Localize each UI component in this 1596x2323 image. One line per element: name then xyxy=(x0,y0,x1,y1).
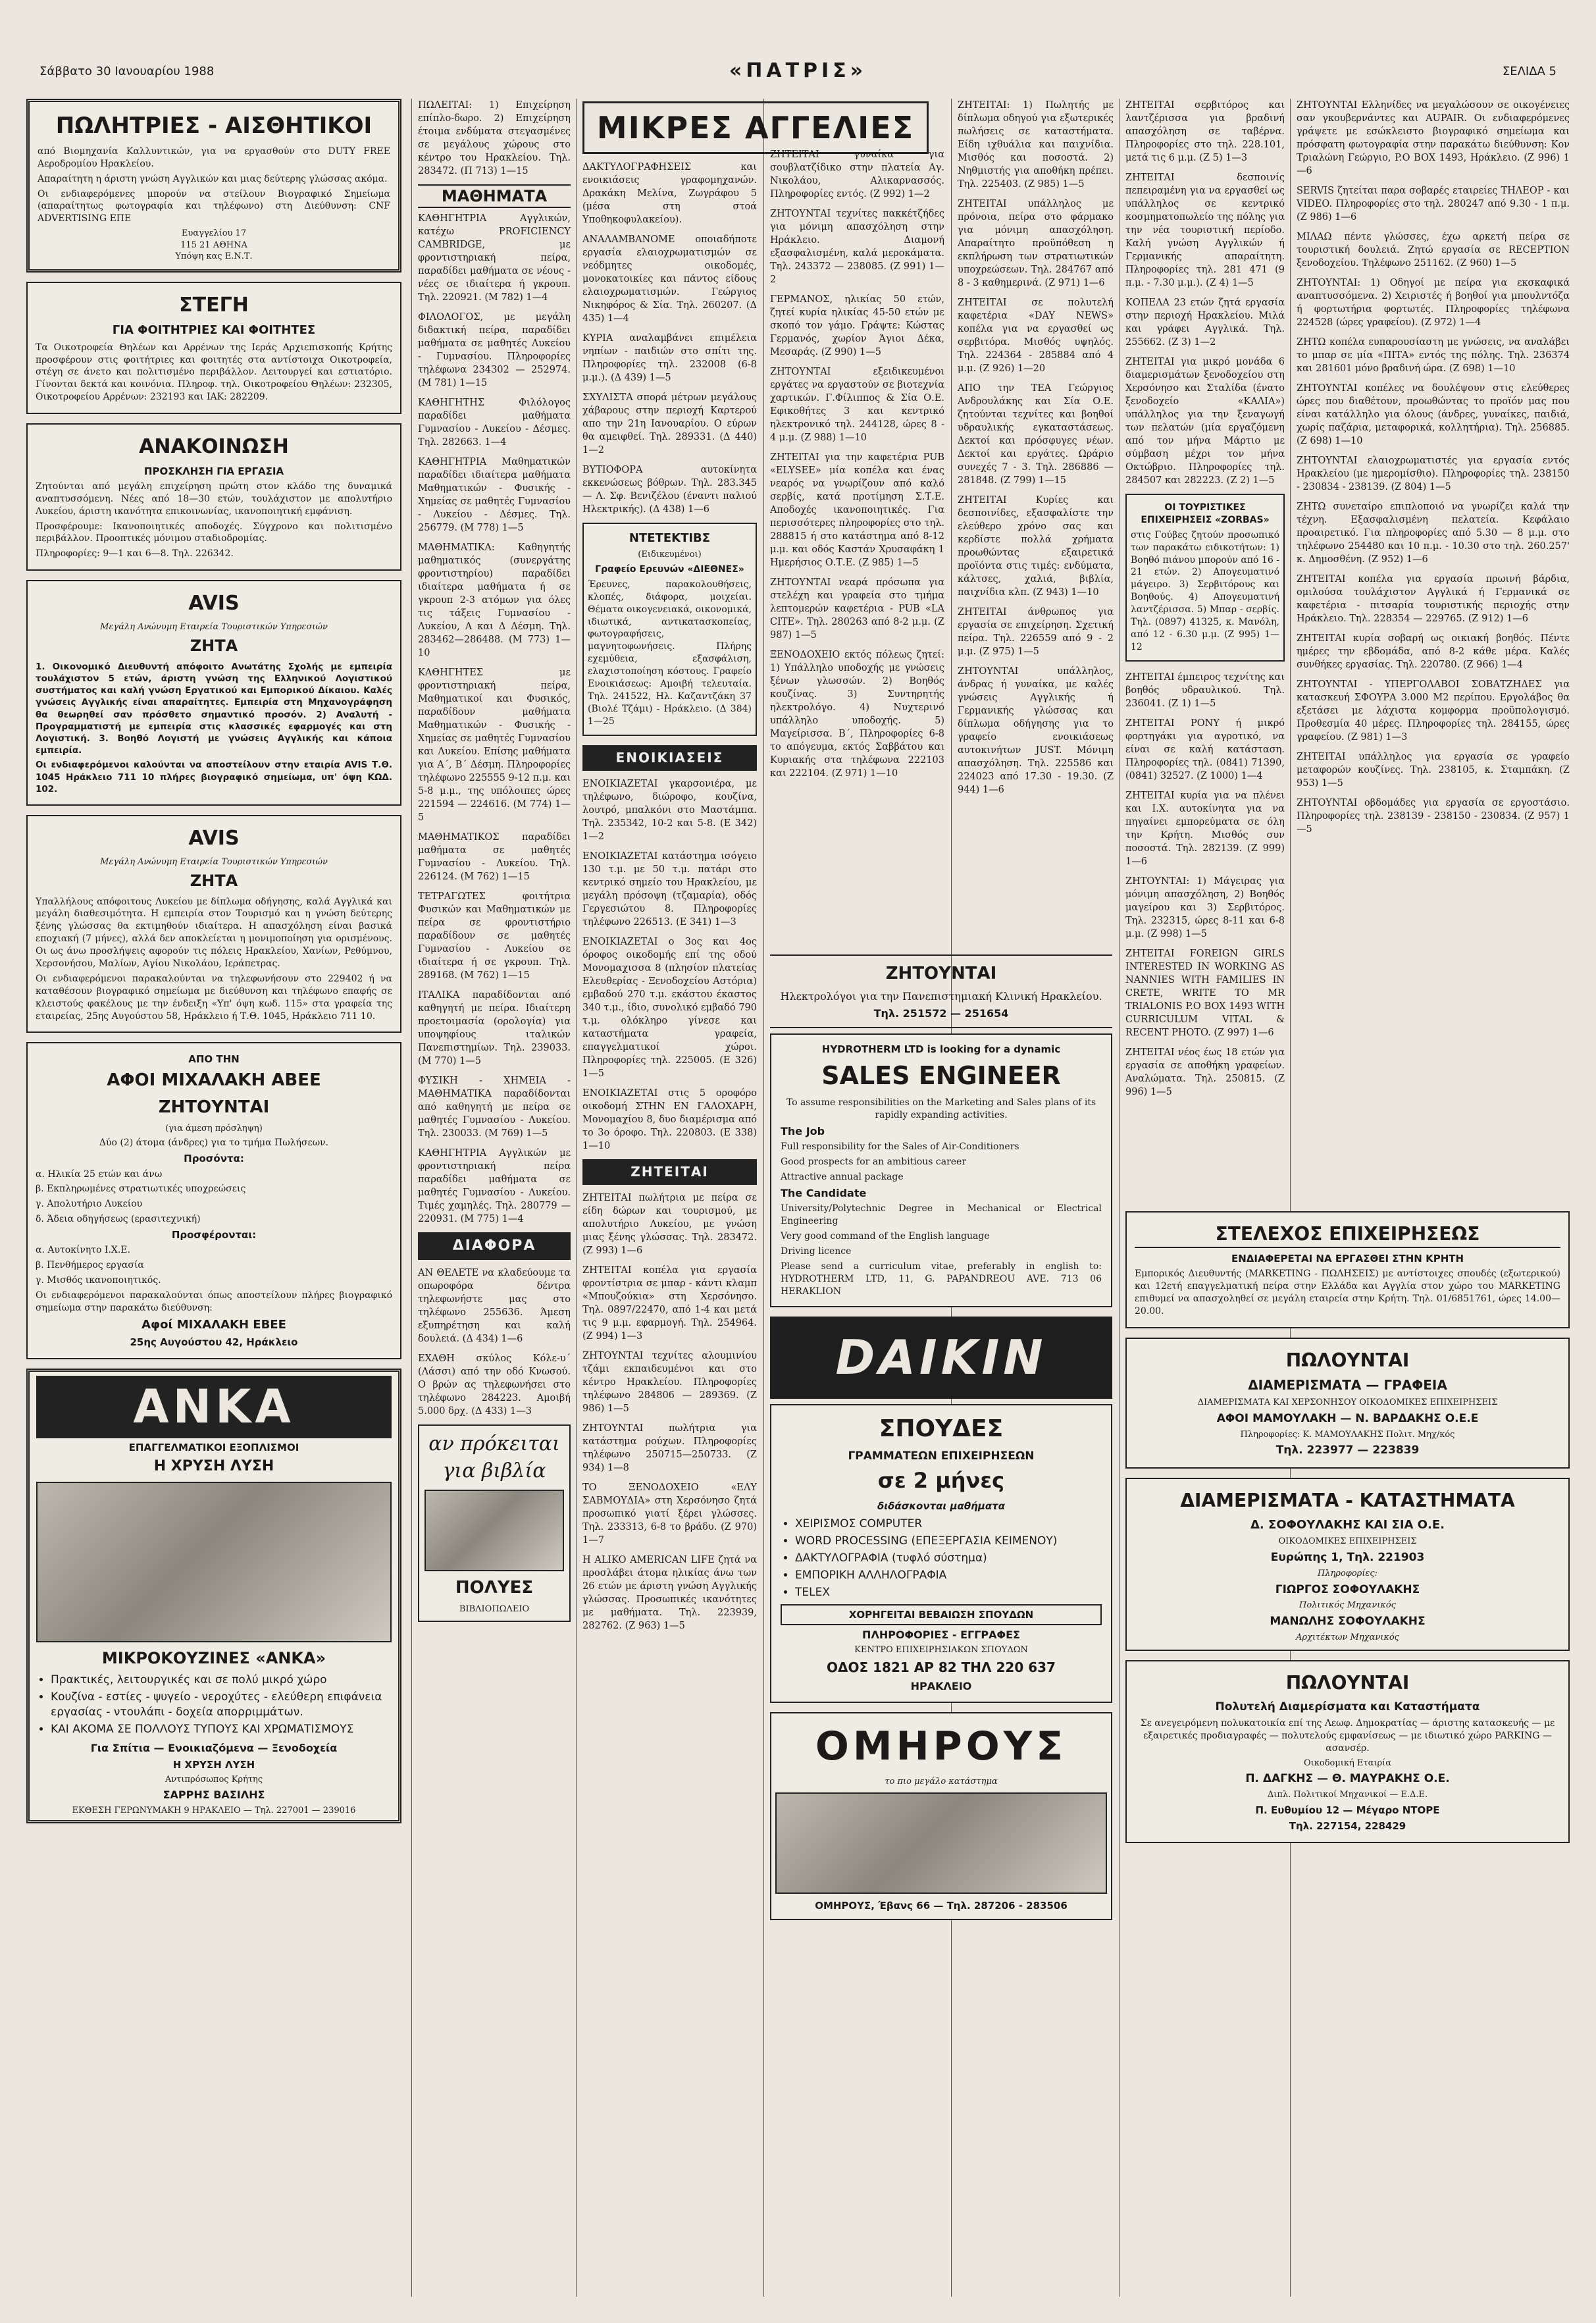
classified-ad: ΑΝΑΛΑΜΒΑΝΟΜΕ οποιαδήποτε εργασία ελαιοχρωματισμών σε νεόδμητες οικοδομές, μονοκατοικίες και πάντος είδους ελαιοχρωματισμών. Γεώργιος Νικηφόρος & Σία. Τηλ. 260207. (Δ 435) 1—4 xyxy=(582,234,757,325)
ad-line: ΒΙΒΛΙΟΠΩΛΕΙΟ xyxy=(459,1604,530,1615)
ad-line: Αντιπρόσωπος Κρήτης xyxy=(165,1774,263,1785)
classified-ad: ΖΗΤΟΥΝΤΑΙ Ελληνίδες να μεγαλώσουν σε οικογένειες σαν γκουβερνάντες και AUPAIR. Οι ενδιαφερόμενες γράψετε με εσώκλειστο βιογραφικό σημείωμα και πρόσφατη φωτογραφία στην παρακάτω διεύθυνση: Κον Τριαλώνη Γεώργιο, P.O BOX 1493, Ηράκλειο. (Ζ 996) 1—6 xyxy=(1297,100,1570,176)
daikin-logo: DAIKIN xyxy=(770,1317,1112,1399)
ad-avis-2 xyxy=(26,815,401,1033)
right-ad-block xyxy=(1125,1211,1570,2297)
classified-ad: ΖΗΤΩ συνεταίρο επιπλοποιό να γνωρίζει καλά την τέχνη. Εξασφαλισμένη πελατεία. Κεφάλαιο προαιρετικό. Για πληροφορίες από 5.30 — 8 μ.μ. στο τηλέφωνο 254480 και 10 π.μ. - 10.30 στο τηλ. 260.257' κ. Δημοσθένη. (Ζ 952) 1—6 xyxy=(1297,502,1570,565)
column-1 xyxy=(26,99,401,2297)
classified-ad: ΓΕΡΜΑΝΟΣ, ηλικίας 50 ετών, ζητεί κυρία ηλικίας 45-50 ετών με σκοπό τον γάμο. Γράψτε: Κώστας Γερμανός, χωρίον Άγιοι Δέκα, Μεσαράς. (Ζ 990) 1—5 xyxy=(770,294,944,357)
classified-ad: ΖΗΤΕΙΤΑΙ υπάλληλος με πρόνοια, πείρα στο φάρμακο για μόνιμη απασχόληση. Απαραίτητο προϋπόθεση η εκπλήρωση των στρατιωτικών υποχρεώσεων. Τηλ. 284767 από 8 - 3 καθημερινά. (Ζ 971) 1—6 xyxy=(958,199,1114,288)
classified-ad: ΙΤΑΛΙΚΑ παραδίδονται από καθηγητή με πείρα. Ιδιαίτερη προετοιμασία (ορολογία) για υποψηφίους ιταλικών Πανεπιστημίων. Τηλ. 239033. (Μ 770) 1—5 xyxy=(418,990,571,1067)
classified-ad: H ALIKO AMERICAN LIFE ζητά να προσλάβει άτομα ηλικίας άνω των 26 ετών με άριστη γνώση Αγγλικής γλώσσας. Προσωπικές ικανότητες με μαθήματα. Τηλ. 223939, 282762. (Ζ 963) 1—5 xyxy=(582,1554,757,1631)
classified-ad: ΖΗΤΕΙΤΑΙ ΡΟΝΥ ή μικρό φορτηγάκι για αγροτικό, να είναι σε καλή κατάσταση. Πληροφορίες τηλ. (0841) 71390, (0841) 32527. (Ζ 1000) 1—4 xyxy=(1125,718,1285,781)
classified-ad: ΖΗΤΕΙΤΑΙ έμπειρος τεχνίτης και βοηθός υδραυλικού. Τηλ. 236041. (Ζ 1) 1—5 xyxy=(1125,671,1285,709)
ad-saleswomen xyxy=(26,99,401,273)
list-item: γ. Απολυτήριο Λυκείου xyxy=(36,1199,143,1210)
ad-heading: ΖΗΤΑ xyxy=(190,637,238,656)
classified-ad: ΖΗΤΟΥΝΤΑΙ ελαιοχρωματιστές για εργασία εντός Ηρακλείου (με ημερομίσθιο). Πληροφορίες τηλ. 238150 - 230834 - 238139. (Ζ 804) 1—5 xyxy=(1297,456,1570,492)
classified-ad: ΜΑΘΗΜΑΤΙΚΟΣ παραδίδει μαθήματα σε μαθητές Γυμνασίου - Λυκείου. Τηλ. 226124. (Μ 762) 1—15 xyxy=(418,832,571,883)
ad-title: ΑΝΑΚΟΙΝΩΣΗ xyxy=(139,435,289,459)
ad-apartments-shops xyxy=(1125,1478,1570,1651)
ad-anka xyxy=(26,1369,401,1823)
ad-books xyxy=(418,1424,571,1622)
classified-ad: ΔΑΚΤΥΛΟΓΡΑΦΗΣΕΙΣ και ενοικιάσεις γραφομηχανών. Δρακάκη Μελίνα, Ζωγράφου 5 (μέσα στη στοά Υποθηκοφυλακείου). xyxy=(582,162,757,226)
section-heading: ΔΙΑΦΟΡΑ xyxy=(418,1232,571,1260)
classified-ad: ΖΗΤΕΙΤΑΙ κυρία σοβαρή ως οικιακή βοηθός. Πέντε ημέρες την εβδομάδα, από 8-2 κάθε μέρα. Καλές συνθήκες εργασίας. Τηλ. 220780. (Ζ 966) 1—4 xyxy=(1297,633,1570,670)
ad-text: Σε ανεγειρόμενη πολυκατοικία επί της Λεωφ. Δημοκρατίας — άριστης κατασκευής — με εξαιρετικές προδιαγραφές — πολυτελούς εμφανίσεως — με ιδιωτικό χώρο PARKING — ασανσέρ. xyxy=(1140,1718,1555,1754)
ad-line: HYDROTHERM LTD is looking for a dynamic xyxy=(821,1043,1061,1056)
classified-ad: ΚΑΘΗΓΗΤΡΙΑ Μαθηματικών παραδίδει ιδιαίτερα μαθήματα Μαθηματικών - Φυσικής - Χημείας σε μαθητές Γυμνασίου - Λυκείου - Δέσμες. Τηλ. 256779. (Μ 778) 1—5 xyxy=(418,457,571,534)
ad-subheading: Προσόντα: xyxy=(184,1153,244,1165)
column-6 xyxy=(1125,99,1285,1204)
contact-name: ΓΙΩΡΓΟΣ ΣΟΦΟΥΛΑΚΗΣ xyxy=(1275,1582,1420,1596)
classified-ad: ΚΑΘΗΓΗΤΡΙΑ Αγγλικών με φροντιστηριακή πείρα παραδίδει μαθήματα σε μαθητές Γυμνασίου - Λυκείου. Τιμές χαμηλές. Τηλ. 280779 — 220931. (Μ 775) 1—4 xyxy=(418,1148,571,1225)
classified-ad: ΚΑΘΗΓΗΤΡΙΑ Αγγλικών, κατέχω PROFICIENCY CAMBRIDGE, με φροντιστηριακή πείρα, παραδίδει μαθήματα σε νέους - νέες σε ιδιαίτερα ή γκρουπ. Τηλ. 220921. (Μ 782) 1—4 xyxy=(418,213,571,303)
ad-address: ΟΔΟΣ 1821 ΑΡ 82 ΤΗΛ 220 637 xyxy=(827,1659,1056,1675)
section-heading: ΕΝΟΙΚΙΑΣΕΙΣ xyxy=(582,745,757,771)
ad-text: Τα Οικοτροφεία Θηλέων και Αρρένων της Ιεράς Αρχιεπισκοπής Κρήτης προσφέρουν στις φοιτήτριες και φοιτητές στα αντίστοιχα Οικοτροφεία, στέγη σε άνετο και πολιτισμένο περιβάλλον. Λειτουργεί και εστιατόριο. Γίνονται δεκτά και κοινόνια. Πληροφ. τηλ. Οικοτροφείου Θηλέων: 232305, Οικοτροφείου Αρρένων: 232193 και ΙΑΚ: 282209. xyxy=(36,342,392,403)
ad-subtitle: ΓΙΑ ΦΟΙΤΗΤΡΙΕΣ ΚΑΙ ΦΟΙΤΗΤΕΣ xyxy=(112,323,316,338)
ad-address: ΟΜΗΡΟΥΣ, Έβανς 66 — Τηλ. 287206 - 283506 xyxy=(815,1900,1068,1912)
list-item: δ. Άδεια οδηγήσεως (ερασιτεχνική) xyxy=(36,1214,201,1225)
list-item: α. Ηλικία 25 ετών και άνω xyxy=(36,1168,163,1180)
ad-text: Οι ενδιαφερόμενοι παρακαλούνται όπως αποστείλουν πλήρες βιογραφικό σημείωμα στην παρακάτω διεύθυνση: xyxy=(36,1290,392,1313)
list-item: Good prospects for an ambitious career xyxy=(781,1157,967,1168)
ad-title: ΣΤΕΛΕΧΟΣ ΕΠΙΧΕΙΡΗΣΕΩΣ xyxy=(1135,1222,1560,1248)
ad-text: Απαραίτητη η άριστη γνώση Αγγλικών και μιας δεύτερης γλώσσας ακόμα. xyxy=(38,173,388,184)
classified-ad: ΖΗΤΕΙΤΑΙ κοπέλα για εργασία πρωινή βάρδια, ομιλούσα τουλάχιστον Αγγλικά ή Γερμανικά σε καφετέρια - πιτσαρία τουριστικής περιοχής στην Ηράκλειο. Τηλ. 228354 — 229765. (Ζ 912) 1—6 xyxy=(1297,574,1570,624)
classified-ad: ΖΗΤΩ κοπέλα ευπαρουσίαστη με γνώσεις, να αναλάβει το μπαρ σε μία «ΠΙΤΑ» εντός της πόλης. Τηλ. 236374 και 281601 μόνο βραδινή ώρα. (Ζ 698) 1—10 xyxy=(1297,337,1570,374)
ad-text: Ζητούνται από μεγάλη επιχείρηση πρώτη στον κλάδο της δυναμικά αναπτυσσόμενη. Νέες από 18—30 ετών, τουλάχιστον με απολυτήριο Λυκείου, άριστη ικανότητα επικοινωνίας, ικανοποιητική εμφάνιση. xyxy=(36,481,392,517)
ad-address: ΕΚΘΕΣΗ ΓΕΡΩΝΥΜΑΚΗ 9 ΗΡΑΚΛΕΙΟ — Τηλ. 227001 — 239016 xyxy=(72,1805,356,1815)
classified-ad: ΑΝ ΘΕΛΕΤΕ να κλαδεύουμε τα οπωροφόρα δέντρα τηλεφωνήστε μας στο τηλέφωνο 255636. Άμεση εξυπηρέτηση και καλή δουλειά. (Δ 434) 1—6 xyxy=(418,1268,571,1345)
ad-subtitle: (για άμεση πρόσληψη) xyxy=(165,1123,263,1134)
ad-title: SALES ENGINEER xyxy=(821,1060,1061,1090)
classified-ad: ΤΕΤΡΑΓΩΤΕΣ φοιτήτρια Φυσικών και Μαθηματικών με πείρα σε φροντιστήριο παραδίδουν σε μαθητές Γυμνασίου - Λυκείου σε ιδιαίτερα ή σε γκρουπ. Τηλ. 289168. (Μ 762) 1—15 xyxy=(418,891,571,981)
ad-subtitle: ΕΠΑΓΓΕΛΜΑΤΙΚΟΙ ΕΞΟΠΛΙΣΜΟΙ xyxy=(128,1441,299,1453)
ad-line: διδάσκονται μαθήματα xyxy=(877,1500,1006,1512)
classified-ad: ΕΧΑΘΗ σκύλος Κόλε-υ΄ (Λάσσι) από την οδό Κνωσού. Ο βρών ας τηλεφωνήσει στο τηλέφωνο 284223. Αμοιβή 5.000 δρχ. (Δ 433) 1—3 xyxy=(418,1353,571,1417)
ad-title: AVIS xyxy=(188,827,240,850)
ad-subtitle: ΠΡΟΣΚΛΗΣΗ ΓΙΑ ΕΡΓΑΣΙΑ xyxy=(143,465,284,477)
ad-line: Η ΧΡΥΣΗ ΛΥΣΗ xyxy=(172,1758,255,1771)
classified-ad: ΕΝΟΙΚΙΑΖΕΤΑΙ κατάστημα ισόγειο 130 τ.μ. με 50 τ.μ. πατάρι στο κεντρικό σημείο του Ηρακλείου, με μεγάλη πρόσοψη (τζαμαρία), οδός Γεργεσιώτου 8. Πληροφορίες τηλέφωνο 226513. (Ε 341) 1—3 xyxy=(582,850,757,927)
ad-line: ΧΟΡΗΓΕΙΤΑΙ ΒΕΒΑΙΩΣΗ ΣΠΟΥΔΩΝ xyxy=(781,1604,1102,1625)
ad-address: Ευρώπης 1, Τηλ. 221903 xyxy=(1270,1551,1425,1565)
ad-text: Προσφέρουμε: Ικανοποιητικές αποδοχές. Σύγχρονο και πολιτισμένο περιβάλλον. Προοπτικές μόνιμου σταδιοδρομίας. xyxy=(36,521,392,544)
classified-ad: ΖΗΤΕΙΤΑΙ FOREIGN GIRLS INTERESTED IN WORKING AS NANNIES WITH FAMILIES IN CRETE, WRITE TO MR TRIALONIS P.O BOX 1493 WITH CURRICULUM VITAL & RECENT PHOTO. (Ζ 997) 1—6 xyxy=(1125,948,1285,1038)
list-item: • ΕΜΠΟΡΙΚΗ ΑΛΛΗΛΟΓΡΑΦΙΑ xyxy=(795,1568,1102,1583)
classified-ad: ΦΙΛΟΛΟΓΟΣ, με μεγάλη διδακτική πείρα, παραδίδει μαθήματα σε μαθητές Λυκείου - Γυμνασίου. Πληροφορίες τηλέφωνα 234302 — 252974. (Μ 781) 1—15 xyxy=(418,312,571,389)
ad-subtitle: (Ειδικευμένοι) xyxy=(638,550,702,560)
page-header xyxy=(26,59,1570,86)
ad-title: ΠΟΛΥΕΣ xyxy=(455,1578,534,1598)
ad-line: Πληροφορίες: Κ. ΜΑΜΟΥΛΑΚΗΣ Πολιτ. Μηχ/κός xyxy=(1240,1429,1455,1440)
ad-housing xyxy=(26,282,401,414)
baby-products-image xyxy=(775,1792,1107,1894)
ad-subheading: The Candidate xyxy=(781,1186,867,1199)
ad-line: το πιο μεγάλο κατάστημα xyxy=(885,1776,998,1787)
ad-address: Ευαγγελίου 17 xyxy=(181,228,247,239)
list-item: • Κουζίνα - εστίες - ψυγείο - νεροχύτες - ελεύθερη επιφάνεια εργασίας - ντουλάπι - δοχεία απορριμμάτων. xyxy=(51,1690,392,1720)
ad-company: ΚΕΝΤΡΟ ΕΠΙΧΕΙΡΗΣΙΑΚΩΝ ΣΠΟΥΔΩΝ xyxy=(854,1645,1028,1656)
ad-line: Για Σπίτια — Ενοικιαζόμενα — Ξενοδοχεία xyxy=(90,1741,338,1754)
classified-ad: ΖΗΤΕΙΤΑΙ Κυρίες και δεσποινίδες, εξασφαλίστε την ελεύθερο χρόνο σας και κερδίστε πολλά χρήματα προωθώντας εξαιρετικά προϊόντα στις τιμές: ενδύματα, κάλτσες, χαλιά, βιβλία, παιχνίδια κλπ. (Ζ 943) 1—10 xyxy=(958,495,1114,598)
contact-name: ΜΑΝΩΛΗΣ ΣΟΦΟΥΛΑΚΗΣ xyxy=(1270,1614,1426,1628)
ad-text: Υπαλλήλους απόφοιτους Λυκείου με δίπλωμα οδήγησης, καλά Αγγλικά και μεγάλη διαθεσιμότητα. Η εμπειρία στον Τουρισμό και η γνώση δεύτερης ξένης γλώσσας θα εκτιμηθούν ιδιαίτερα. Η απασχόληση είναι βασικά εποχιακή (7 μήνες), αλλά δεν αποκλείεται η μονιμοποίηση για ορισμένους. Οι ως άνω προσλήψεις αφορούν τις πόλεις Ηρακλείου, Χανίων, Ρεθύμνου, Χερσονήσου, Μαλίων, Αγίου Νικολάου, Ιεράπετρας. xyxy=(36,896,392,969)
ad-title: ΝΤΕΤΕΚΤΙΒΣ xyxy=(629,531,711,546)
ad-company: Γραφείο Ερευνών «ΔΙΕΘΝΕΣ» xyxy=(595,563,744,575)
classified-ad: ΣΧΥΛΙΣΤΑ σπορά μέτρων μεγάλους χάβαρους στην περιοχή Καρτερού απο την 21η Ιανουαρίου. Ο εύρων θα αμειφθεί. Τηλ. 289331. (Δ 440) 1—2 xyxy=(582,392,757,456)
classified-ad: ΞΕΝΟΔΟΧΕΙΟ εκτός πόλεως ζητεί: 1) Υπάλληλο υποδοχής με γνώσεις ξένων γλωσσών. 2) Βοηθός κουζίνας. 3) Συντηρητής ηλεκτρολόγο. 4) Νυχτερινό υπάλληλο υποδοχής. 5) Μαγείρισσα. Β΄, Πληροφορίες 6-8 το απόγευμα, εκτός Σαββάτου και Κυριακής στα τηλέφωνα 222103 και 222104. (Ζ 971) 1—10 xyxy=(770,650,944,779)
classified-ad: ΖΗΤΕΙΤΑΙ κυρία για να πλένει και Ι.Χ. αυτοκίνητα για να πηγαίνει εμπορεύματα σε όλη την Κρήτη. Μισθός συν ποσοστά. Τηλ. 282139. (Ζ 999) 1—6 xyxy=(1125,790,1285,867)
classifieds-masthead: ΜΙΚΡΕΣ ΑΓΓΕΛΙΕΣ xyxy=(582,101,929,154)
course-list xyxy=(781,1517,1102,1600)
ad-subheading: Προσφέρονται: xyxy=(171,1229,257,1241)
classified-ad: ΚΑΘΗΓΗΤΗΣ Φιλόλογος παραδίδει μαθήματα Γυμνασίου - Λυκείου - Δέσμες. Τηλ. 282663. 1—4 xyxy=(418,398,571,448)
ad-subtitle: Πολυτελή Διαμερίσματα και Καταστήματα xyxy=(1215,1700,1480,1714)
ad-line: ΑΠΟ ΤΗΝ xyxy=(188,1053,240,1066)
classified-ad: ΖΗΤΟΥΝΤΑΙ: 1) Μάγειρας για μόνιμη απασχόληση, 2) Βοηθός μαγείρου και 3) Σερβιτόρος. Τηλ. 232315, ώρες 8-11 και 6-8 μ.μ. (Ζ 998) 1—5 xyxy=(1125,875,1285,939)
list-item: β. Πενθήμερος εργασία xyxy=(36,1260,144,1271)
ad-text: Πληροφορίες: 9—1 και 6—8. Τηλ. 226342. xyxy=(36,548,234,560)
ad-text: Οι ενδιαφερόμενοι καλούνται να αποστείλουν στην εταιρία AVIS Τ.Θ. 1045 Ηράκλειο 711 10 πλήρες βιογραφικό σημείωμα, υπ' όψη ΚΩΔ. 102. xyxy=(36,760,392,795)
ad-text: Έρευνες, παρακολουθήσεις, κλοπές, διάφορα, μοιχείαι. Θέματα οικογενειακά, οικονομικά, ιδιωτικά, αντικατασκοπείας, φωτογραφήσεις, μαγνητοφωνήσεις. Πλήρης εχεμύθεια, εξασφάλιση, ελαχιστοποίηση κόστους. Γραφείο Ενοικιάσεως: Αμοιβή τελευταία. Τηλ. 241522, Ηλ. Καζαντζάκη 37 (Βιολέ Τζάμι) - Ηράκλειο. (Δ 384) 1—25 xyxy=(588,579,752,727)
list-item: • TELEX xyxy=(795,1585,1102,1600)
column-2 xyxy=(418,99,571,2297)
ad-text: Οι ενδιαφερόμενες μπορούν να στείλουν Βιογραφικό Σημείωμα (απαραίτητως φωτογραφία και τηλέφωνο) στη Διεύθυνση: CNF ADVERTISING ΕΠΕ xyxy=(38,188,390,224)
list-item: • WORD PROCESSING (ΕΠΕΞΕΡΓΑΣΙΑ ΚΕΙΜΕΝΟΥ) xyxy=(795,1534,1102,1549)
column-rule xyxy=(1119,99,1120,2297)
classified-ad: ΕΝΟΙΚΙΑΖΕΤΑΙ γκαρσονιέρα, με τηλέφωνο, διώροφο, κουζίνα, λουτρό, μπαλκόνι στο Μαστάμπα. Τηλ. 235342, 10-2 και 5-8. (Ε 342) 1—2 xyxy=(582,778,757,842)
ad-announcement xyxy=(26,423,401,571)
classified-ad: ΖΗΤΕΙΤΑΙ κοπέλα για εργασία φροντίστρια σε μπαρ - κάντι κλαμπ «Μπουζούκια» στη Χερσόνησο. Τηλ. 0897/22470, από 1-4 και μετά τις 9 μ.μ. εφαρμογή. Τηλ. 254964. (Ζ 994) 1—3 xyxy=(582,1265,757,1342)
ad-subtitle: ΔΙΑΜΕΡΙΣΜΑΤΑ — ΓΡΑΦΕΙΑ xyxy=(1248,1377,1447,1394)
ad-line: Οικοδομική Εταιρία xyxy=(1303,1758,1392,1768)
ad-company: ΑΦΟΙ ΜΑΜΟΥΛΑΚΗ — Ν. ΒΑΡΔΑΚΗΣ Ο.Ε.Ε xyxy=(1216,1411,1479,1425)
feature-list xyxy=(36,1673,392,1737)
ad-title: ΟΜΗΡΟΥΣ xyxy=(815,1723,1068,1769)
list-item: Full responsibility for the Sales of Air-Conditioners xyxy=(781,1141,1019,1153)
classified-ad: ΖΗΤΟΥΝΤΑΙ υπάλληλος, άνδρας ή γυναίκα, με καλές γνώσεις Αγγλικής ή Γερμανικής γλώσσας και δίπλωμα οδήγησης για το γραφείο ενοικιάσεως αυτοκινήτων JUST. Μόνιμη απασχόληση. Τηλ. 225586 και 224023 από 17.30 - 19.30. (Ζ 944) 1—6 xyxy=(958,666,1114,795)
section-heading: ΖΗΤΕΙΤΑΙ xyxy=(582,1159,757,1185)
ad-heading: ΖΗΤΟΥΝΤΑΙ xyxy=(158,1097,270,1117)
ad-subtitle: Μεγάλη Ανώνυμη Εταιρεία Τουριστικών Υπηρεσιών xyxy=(100,621,328,632)
ad-title: ΜΙΚΡΟΚΟΥΖΙΝΕΣ «ΑΝΚΑ» xyxy=(101,1648,326,1667)
section-heading: ΜΑΘΗΜΑΤΑ xyxy=(418,184,571,208)
classified-ad: ΖΗΤΕΙΤΑΙ σε πολυτελή καφετέρια «DAY NEWS» κοπέλα για να εργασθεί ως σερβιτόρα. Μισθός υψηλός. Τηλ. 224364 - 285884 από 4 μ.μ. (Ζ 926) 1—20 xyxy=(958,298,1114,374)
books-image xyxy=(425,1490,564,1571)
classified-ad: ΕΝΟΙΚΙΑΖΕΤΑΙ στις 5 οροφόρο οικοδομή ΣΤΗΝ ΕΝ ΓΑΛΟΧΑΡΗ, Μονομαχίου 8, δυο διαμέρισμα από το 3ο όροφο. Τηλ. 220803. (Ε 338) 1—10 xyxy=(582,1087,757,1151)
ad-line: ΠΛΗΡΟΦΟΡΙΕΣ - ΕΓΓΡΑΦΕΣ xyxy=(862,1628,1020,1641)
classified-ad: ΖΗΤΟΥΝΤΑΙ νεαρά πρόσωπα για στελέχη και γραφεία στο τμήμα λεπτομερών καφετέρια - PUB «LA CITE». Τηλ. 280263 από 8-2 μ.μ. (Ζ 987) 1—5 xyxy=(770,577,944,640)
ad-subheading: The Job xyxy=(781,1124,825,1137)
classified-ad: ΖΗΤΕΙΤΑΙ άνθρωπος για εργασία σε επιχείρηση. Σχετική πείρα. Τηλ. 226559 από 9 - 2 μ.μ. (Ζ 975) 1—5 xyxy=(958,607,1114,657)
ad-line: για βιβλία xyxy=(442,1459,546,1482)
ad-address: Π. Ευθυμίου 12 — Μέγαρο ΝΤΟΡΕ xyxy=(1255,1804,1440,1816)
ad-electricians xyxy=(770,954,1112,1028)
classified-ad: ΖΗΤΟΥΝΤΑΙ εξειδικευμένοι εργάτες να εργαστούν σε βιοτεχνία χαρτικών. Γ.Φίλιππος & Σία Ο.Ε. Εφικοθήτες 3 και κεντρικό ηλεκτρονικό τηλ. 244128, ώρες 8 - 4 μ.μ. (Ζ 988) 1—10 xyxy=(770,367,944,443)
ad-company: Π. ΔΑΓΚΗΣ — Θ. ΜΑΥΡΑΚΗΣ Ο.Ε. xyxy=(1245,1772,1450,1786)
contact-role: Πολιτικός Μηχανικός xyxy=(1299,1600,1396,1611)
ad-company: ΣΑΡΡΗΣ ΒΑΣΙΛΗΣ xyxy=(163,1788,265,1802)
classified-ad: ΖΗΤΕΙΤΑΙ νέος έως 18 ετών για εργασία σε αποθήκη γραφείων. Αναλώματα. Τηλ. 250815. (Ζ 996) 1—5 xyxy=(1125,1047,1285,1097)
classified-ad: ΠΩΛΕΙΤΑΙ: 1) Επιχείρηση επίπλο-δωρο. 2) Επιχείρηση έτοιμα ενδύματα στεγασμένες σε μεγάλους χώρους στο κέντρο του Ηρακλείου. Τηλ. 283472. (Π 713) 1—15 xyxy=(418,100,571,176)
classified-ad: ΚΑΘΗΓΗΤΕΣ με φροντιστηριακή πείρα, Μαθηματικοί και Φυσικός, παραδίδουν μαθήματα Μαθηματικών - Φυσικής - Χημείας σε μαθητές Γυμνασίου και Λυκείου. Επίσης μαθήματα για Α΄, Β΄ Δέσμη. Πληροφορίες τηλέφωνο 225555 9-12 π.μ. και 5-8 μ.μ., της υπόλοιπες ώρες 221594 — 224616. (Μ 774) 1—5 xyxy=(418,667,571,823)
ad-secretarial-studies xyxy=(770,1404,1112,1703)
classified-ad: ΤΟ ΞΕΝΟΔΟΧΕΙΟ «ΕΛΥ ΣΑΒΜΟΥΔΙΑ» στη Χερσόνησο ζητά προσωπικό γιατί ξέρει γλώσσες. Τηλ. 233313, 6-8 το βράδυ. (Ζ 970) 1—7 xyxy=(582,1482,757,1546)
ad-line: αν πρόκειται xyxy=(428,1432,560,1456)
ad-address: 115 21 ΑΘΗΝΑ xyxy=(180,240,247,250)
ad-subtitle: ΕΝΔΙΑΦΕΡΕΤΑΙ ΝΑ ΕΡΓΑΣΘΕΙ ΣΤΗΝ ΚΡΗΤΗ xyxy=(1231,1252,1464,1265)
classified-ad: ΖΗΤΕΙΤΑΙ δεσποινίς πεπειραμένη για να εργασθεί ως υπάλληλος σε κεντρικό κοσμηματοπωλείο της πόλης για την νέα τουριστική περίοδο. Καλή γνώση Αγγλικών ή Γερμανικής απαραίτητη. Πληροφορίες τηλ. 281 471 (9 π.μ. - 7.30 μ.μ.). (Ζ 4) 1—5 xyxy=(1125,172,1285,288)
ad-title: ΠΩΛΗΤΡΙΕΣ - ΑΙΣΘΗΤΙΚΟΙ xyxy=(55,113,373,139)
ad-phone: Τηλ. 227154, 228429 xyxy=(1289,1820,1406,1833)
ad-company: Αφοί ΜΙΧΑΛΑΚΗ ΕΒΕΕ xyxy=(142,1317,286,1332)
list-item: Attractive annual package xyxy=(781,1171,904,1182)
column-rule xyxy=(576,99,577,2297)
kitchen-unit-image xyxy=(36,1482,392,1642)
ad-text: 1. Οικονομικό Διευθυντή απόφοιτο Ανωτάτης Σχολής με εμπειρία τουλάχιστον 5 ετών, άριστη γνώση της Ελληνικού Λογιστικού συστήματος και καλή γνώση Εργατικού και Εμπορικού Δίκαιου. Καλές γνώσεις Αγγλικής είναι απαραίτητες. Εμπειρία στη Μηχανογράφηση θα θεωρηθεί σαν πρόσθετο σημαντικό προσόν. 2) Αναλυτή - Προγραμματιστή με εμπειρία στις κλασσικές εφαρμογές και στη Λογιστική. 3. Βοηθό Λογιστή με γνώσεις Αγγλικής και κάποια εμπειρία. xyxy=(36,661,392,756)
ad-title: ΣΠΟΥΔΕΣ xyxy=(879,1415,1004,1442)
column-7 xyxy=(1297,99,1570,1204)
ad-title: ΠΩΛΟΥΝΤΑΙ xyxy=(1285,1349,1410,1371)
classified-list xyxy=(1297,99,1570,843)
list-item: • ΚΑΙ ΑΚΟΜΑ ΣΕ ΠΟΛΛΟΥΣ ΤΥΠΟΥΣ ΚΑΙ ΧΡΩΜΑΤΙΣΜΟΥΣ xyxy=(51,1722,392,1737)
classified-ad: ΖΗΤΟΥΝΤΑΙ πωλήτρια για κατάστημα ρούχων. Πληροφορίες τηλέφωνο 250715—250733. (Ζ 934) 1—8 xyxy=(582,1423,757,1473)
ad-detectives xyxy=(582,523,757,735)
list-item: Driving licence xyxy=(781,1246,852,1257)
ad-title: ΖΗΤΟΥΝΤΑΙ xyxy=(885,964,997,983)
ad-line: Πληροφορίες: xyxy=(1317,1568,1378,1579)
ad-text: Δύο (2) άτομα (άνδρες) για το τμήμα Πωλήσεων. xyxy=(99,1137,329,1149)
classified-ad: ΕΝΟΙΚΙΑΖΕΤΑΙ ο 3ος και 4ος όροφος οικοδομής επί της οδού Μονομαχισσα 8 (πλησίον πλατείας Ελευθερίας - Ξενοδοχείου Αστόρια) εμβαδού 270 τ.μ. εκάστου έκαστος 340 τ.μ., ίδιο, συνολικό εμβαδό 790 τ.μ. ολόκληρο γίνεσε και καταστήματα γραφεία, επαγγελματικοί χώροι. Πληροφορίες τηλ. 225005. (Ε 326) 1—5 xyxy=(582,936,757,1079)
ad-subtitle: ΟΙΚΟΔΟΜΙΚΕΣ ΕΠΙΧΕΙΡΗΣΕΙΣ xyxy=(1278,1536,1417,1547)
ad-omirous xyxy=(770,1712,1112,1921)
list-item: • ΧΕΙΡΙΣΜΟΣ COMPUTER xyxy=(795,1517,1102,1532)
center-ad-block xyxy=(770,954,1112,2297)
ad-text: Εμπορικός Διευθυντής (MARKETING - ΠΩΛΗΣΕΙΣ) με αντίστοιχες σπουδές (εξωτερικού) και 12ετή επαγγελματική πείρα στην Ελλάδα και Αγγλία στον χώρο του MARKETING επιθυμεί να απασχοληθεί σε μεγάλη εταιρεία στην Κρήτη. Τηλ. 01/6851761, ώρες 14.00—20.00. xyxy=(1135,1268,1560,1317)
ad-text: To assume responsibilities on the Marketing and Sales plans of its rapidly expanding activities. xyxy=(786,1097,1096,1120)
classified-ad: ΖΗΤΟΥΝΤΑΙ τεχνίτες αλουμινίου τζάμι εκπαιδευμένοι και στο κέντρο Ηρακλείου. Πληροφορίες τηλέφωνο 284806 — 289369. (Ζ 986) 1—5 xyxy=(582,1350,757,1414)
ad-subtitle: ΓΡΑΜΜΑΤΕΩΝ ΕΠΙΧΕΙΡΗΣΕΩΝ xyxy=(848,1449,1035,1463)
list-item: • Πρακτικές, λειτουργικές και σε πολύ μικρό χώρο xyxy=(51,1673,392,1688)
ad-address: Υπόψη κας Ε.Ν.Τ. xyxy=(175,251,253,262)
classified-ad: ΚΟΠΕΛΑ 23 ετών ζητά εργασία στην περιοχή Ηρακλείου. Μιλά και γράφει Αγγλικά. Τηλ. 255662. (Ζ 3) 1—2 xyxy=(1125,298,1285,348)
ad-title: ΟΙ ΤΟΥΡΙΣΤΙΚΕΣ ΕΠΙΧΕΙΡΗΣΕΙΣ «ZORBAS» xyxy=(1141,502,1270,525)
classified-ad: ΖΗΤΕΙΤΑΙ γυναίκα για σουβλατζίδικο στην πλατεία Αγ. Νικολάου, Αλικαρνασσός. Πληροφορίες εντός. (Ζ 992) 1—2 xyxy=(770,149,944,199)
list-item: Very good command of the English language xyxy=(781,1231,990,1242)
ad-heading: ΖΗΤΑ xyxy=(190,872,238,891)
ad-avis-1 xyxy=(26,580,401,806)
classified-ad: ΖΗΤΕΙΤΑΙ για την καφετέρια PUB «ELYSEE» μία κοπέλα και ένας νεαρός να γνωρίζουν από καλό σερβίς, κατά προτίμηση Σ.Τ.Ε. Αποδοχές ικανοποιητικές. Για περισσότερες πληροφορίες στο τηλ. 288815 ή στο κατάστημα από 8-12 μ.μ. και οδός Καστάν Χρυσαφάκη 1 Ημερήσιος Ο.Τ.Ε. (Ζ 985) 1—5 xyxy=(770,452,944,568)
classified-ad: ΖΗΤΕΙΤΑΙ πωλήτρια με πείρα σε είδη δώρων και τουρισμού, με απολυτήριο Λυκείου, με γνώση μιας ξένης γλώσσας. Τηλ. 283472. (Ζ 993) 1—6 xyxy=(582,1192,757,1256)
list-item: β. Εκπληρωμένες στρατιωτικές υποχρεώσεις xyxy=(36,1184,246,1195)
classified-ad: ΖΗΤΕΙΤΑΙ: 1) Πωλητής με δίπλωμα οδηγού για εξωτερικές πωλήσεις σε καταστήματα. Είδη ιχθυάλια και παιχνίδια. Μισθός και ποσοστά. 2) Νηθμιστής για αποθήκη πρέπει. Τηλ. 225403. (Ζ 985) 1—5 xyxy=(958,100,1114,190)
classified-ad: ΖΗΤΕΙΤΑΙ σερβιτόρος και λαντζέρισσα για βραδινή απασχόληση σε ταβέρνα. Πληροφορίες στο τηλ. 228.101, μετά τις 6 μ.μ. (Ζ 5) 1—3 xyxy=(1125,100,1285,163)
ad-title: ΑΦΟΙ ΜΙΧΑΛΑΚΗ ΑΒΕΕ xyxy=(107,1070,321,1090)
ad-subtitle: Μεγάλη Ανώνυμη Εταιρεία Τουριστικών Υπηρεσιών xyxy=(100,856,328,867)
ad-luxury-apartments xyxy=(1125,1660,1570,1843)
list-item: University/Polytechnic Degree in Mechanical or Electrical Engineering xyxy=(781,1203,1102,1227)
ad-title: ΠΩΛΟΥΝΤΑΙ xyxy=(1285,1672,1410,1694)
classified-ad: ΖΗΤΕΙΤΑΙ υπάλληλος για εργασία σε γραφείο μεταφορών κουζίνες. Τηλ. 238105, κ. Σταμπάκη. (Ζ 953) 1—5 xyxy=(1297,752,1570,789)
page-number: ΣΕΛΙΔΑ 5 xyxy=(1502,65,1557,78)
classified-ad: ΜΑΘΗΜΑΤΙΚΑ: Καθηγητής μαθηματικός (συνεργάτης φροντιστηρίου) παραδίδει ιδιαίτερα μαθήματα ή σε γκρουπ 2-3 ατόμων για όλες τις τάξεις Γυμνασίου - Λυκείου, Α και Δ Δέσμη. Τηλ. 283462—286488. (Μ 773) 1—10 xyxy=(418,542,571,659)
classified-ad: ΜΙΛΑΩ πέντε γλώσσες, έχω αρκετή πείρα σε τουριστική δουλειά. Ζητώ εργασία σε RECEPTION ξενοδοχείου. Τηλέφωνο 251162. (Ζ 960) 1—5 xyxy=(1297,232,1570,269)
ad-address: 25ης Αυγούστου 42, Ηράκλειο xyxy=(130,1336,298,1349)
ad-address: ΗΡΑΚΛΕΙΟ xyxy=(910,1679,972,1692)
anka-logo: ΑΝΚΑ xyxy=(36,1376,392,1438)
ad-apartments-offices xyxy=(1125,1338,1570,1469)
ad-text: στις Γούβες ζητούν προσωπικό των παρακάτω ειδικοτήτων: 1) Βοηθό πιάνου μπορούν από 16 - 21 ετών. 2) Απογευματινό μάγειρο. 3) Σερβιτόρους και Βοηθούς. 4) Απογευματινή λαντζέρισσα. 5) Μπαρ - σερβίς. Τηλ. (0897) 41325, κ. Μανόλη, από 12 - 6.30 μ.μ. (Ζ 995) 1—12 xyxy=(1131,529,1279,652)
ad-hydrotherm xyxy=(770,1033,1112,1307)
classified-ad: ΑΠΟ την ΤΕΑ Γεώργιος Ανδρουλάκης και Σία Ο.Ε. ζητούνται τεχνίτες και βοηθοί υδραυλικής εγκαταστάσεως. Δεκτοί και πρόσφυγες νέων. Δεκτοί και εργάτες. Ωράριο συνεχές 7 - 3. Τηλ. 286886 — 281848. (Ζ 799) 1—15 xyxy=(958,383,1114,486)
list-item: γ. Μισθός ικανοποιητικός. xyxy=(36,1275,161,1286)
ad-phone: Τηλ. 251572 — 251654 xyxy=(873,1006,1009,1020)
ad-title: ΣΤΕΓΗ xyxy=(179,293,249,317)
ad-text: από Βιομηχανία Καλλυντικών, για να εργασθούν στο DUTY FREE Αεροδρομίου Ηρακλείου. xyxy=(38,145,390,169)
ad-line: ΔΙΑΜΕΡΙΣΜΑΤΑ ΚΑΙ ΧΕΡΣΟΝΗΣΟΥ ΟΙΚΟΔΟΜΙΚΕΣ ΕΠΙΧΕΙΡΗΣΕΙΣ xyxy=(1197,1397,1498,1408)
column-rule xyxy=(763,99,764,2297)
column-5 xyxy=(958,99,1114,954)
classified-ad: ΖΗΤΕΙΤΑΙ για μικρό μονάδα 6 διαμερισμάτων ξενοδοχείου στη Χερσόνησο και Σταλίδα (ένατο ξενοδοχείο «ΚΑΛΙΑ») υπάλληλος για την ξεναγωγή των πελατών (μία εργαζόμενη από τον μήνα Μάρτιο με σύμβαση μέχρι τον μήνα Οκτώβριο. Πληροφορίες τηλ. 284507 και 282223. (Ζ 2) 1—5 xyxy=(1125,357,1285,486)
classified-ad: ΖΗΤΟΥΝΤΑΙ κοπέλες να δουλέψουν στις ελεύθερες ώρες που διαθέτουν, προωθώντας το προϊόν μας που είναι κατάλληλο για όλους (άνδρες, γυναίκες, παιδιά, χωρίς παζάρια, μεταφορικά, κολλητήρια). Τηλ. 256885. (Ζ 698) 1—10 xyxy=(1297,383,1570,446)
classified-ad: ΖΗΤΟΥΝΤΑΙ τεχνίτες πακκέτζήδες για μόνιμη απασχόληση στην Ηράκλειο. Διαμονή εξασφαλισμένη, καλά μεροκάματα. Τηλ. 243372 — 238085. (Ζ 991) 1—2 xyxy=(770,209,944,285)
classified-ad: ΖΗΤΟΥΝΤΑΙ: 1) Οδηγοί με πείρα για εκσκαφικά αναπτυσσόμενα. 2) Χειριστές ή βοηθοί για μπουλντόζα ή φορτωτήρια φορτωτές. Πληροφορίες τηλέφωνα 224528 (ώρες γραφείου). (Ζ 972) 1—4 xyxy=(1297,278,1570,328)
classified-ad: ΦΥΣΙΚΗ - ΧΗΜΕΙΑ - ΜΑΘΗΜΑΤΙΚΑ παραδίδονται από καθηγητή με πείρα σε μαθητές Γυμνασίου - Λυκείου. Τηλ. 230033. (Μ 769) 1—5 xyxy=(418,1076,571,1139)
ad-slogan: Η ΧΡΥΣΗ ΛΥΣΗ xyxy=(153,1458,274,1475)
classified-ad: ΒΥΤΙΟΦΟΡΑ αυτοκίνητα εκκενώσεως βόθρων. Τηλ. 283.345 — Λ. Σφ. Βενιζέλου (έναντι παλιού Ηλεκτρικής). (Δ 438) 1—6 xyxy=(582,465,757,515)
list-item: α. Αυτοκίνητο Ι.Χ.Ε. xyxy=(36,1245,130,1256)
ad-text: Please send a curriculum vitae, preferably in english to: HYDROTHERM LTD, 11, G. PAPANDREOU AVE. 713 06 HERAKLION xyxy=(781,1261,1102,1297)
newspaper-title: «ΠΑΤΡΙΣ» xyxy=(729,59,867,82)
list-item: • ΔΑΚΤΥΛΟΓΡΑΦΙΑ (τυφλό σύστημα) xyxy=(795,1551,1102,1566)
ad-phone: Τηλ. 223977 — 223839 xyxy=(1275,1444,1420,1457)
ad-company: Δ. ΣΟΦΟΥΛΑΚΗΣ ΚΑΙ ΣΙΑ Ο.Ε. xyxy=(1250,1518,1445,1532)
ad-title: AVIS xyxy=(188,592,240,615)
ad-michalakis xyxy=(26,1042,401,1359)
contact-role: Αρχιτέκτων Μηχανικός xyxy=(1296,1632,1399,1642)
ad-text: Οι ενδιαφερόμενοι παρακαλούνται να τηλεφωνήσουν στο 229402 ή να καταθέσουν βιογραφικό σημείωμα με διεύθυνση και τηλέφωνο επαφής σε κλειστούς φακέλους με την ένδειξη «Υπ' όψη κωδ. 115» στα γραφεία της εταιρείας, 25ης Αυγούστου 58, Ηράκλειο ή Τ.Θ. 1045, Ηράκλειο 711 10. xyxy=(36,973,392,1022)
ad-title: ΔΙΑΜΕΡΙΣΜΑΤΑ - ΚΑΤΑΣΤΗΜΑΤΑ xyxy=(1180,1490,1515,1512)
classified-ad: SERVIS ζητείται παρα σοβαρές εταιρείες ΤΗΛΕΟΡ - και VIDEO. Πληροφορίες στο τηλ. 280247 από 9.30 - 1 π.μ. (Ζ 986) 1—6 xyxy=(1297,186,1570,222)
ad-executive xyxy=(1125,1211,1570,1328)
classified-ad: ΖΗΤΟΥΝΤΑΙ οβδομάδες για εργασία σε εργοστάσιο. Πληροφορίες τηλ. 238139 - 238150 - 230834. (Ζ 957) 1—5 xyxy=(1297,798,1570,835)
ad-zorbas xyxy=(1125,494,1285,662)
issue-date: Σάββατο 30 Ιανουαρίου 1988 xyxy=(39,65,215,78)
ad-subtitle: σε 2 μήνες xyxy=(877,1468,1005,1494)
column-rule xyxy=(411,99,412,2297)
classified-ad: ΖΗΤΟΥΝΤΑΙ - ΥΠΕΡΓΟΛΑΒΟΙ ΣΟΒΑΤΖΗΔΕΣ για κατασκευή ΣΦΟΥΡΑ 3.000 Μ2 περίπου. Εργολάβος θα εξετάσει με λάχιστα κομφορμα προϋπολογισμό. Προθεσμία 40 μέρες. Πληροφορίες τηλ. 284155, ώρες γραφείου. (Ζ 981) 1—3 xyxy=(1297,679,1570,743)
ad-line: Διπλ. Πολιτικοί Μηχανικοί — Ε.Δ.Ε. xyxy=(1267,1790,1428,1800)
classified-ad: ΚΥΡΙΑ αναλαμβάνει επιμέλεια νηπίων - παιδιών στο σπίτι της. Πληροφορίες τηλ. 232008 (6-8 μ.μ.). (Δ 439) 1—5 xyxy=(582,333,757,384)
ad-text: Ηλεκτρολόγοι για την Πανεπιστημιακή Κλινική Ηρακλείου. xyxy=(780,990,1102,1003)
